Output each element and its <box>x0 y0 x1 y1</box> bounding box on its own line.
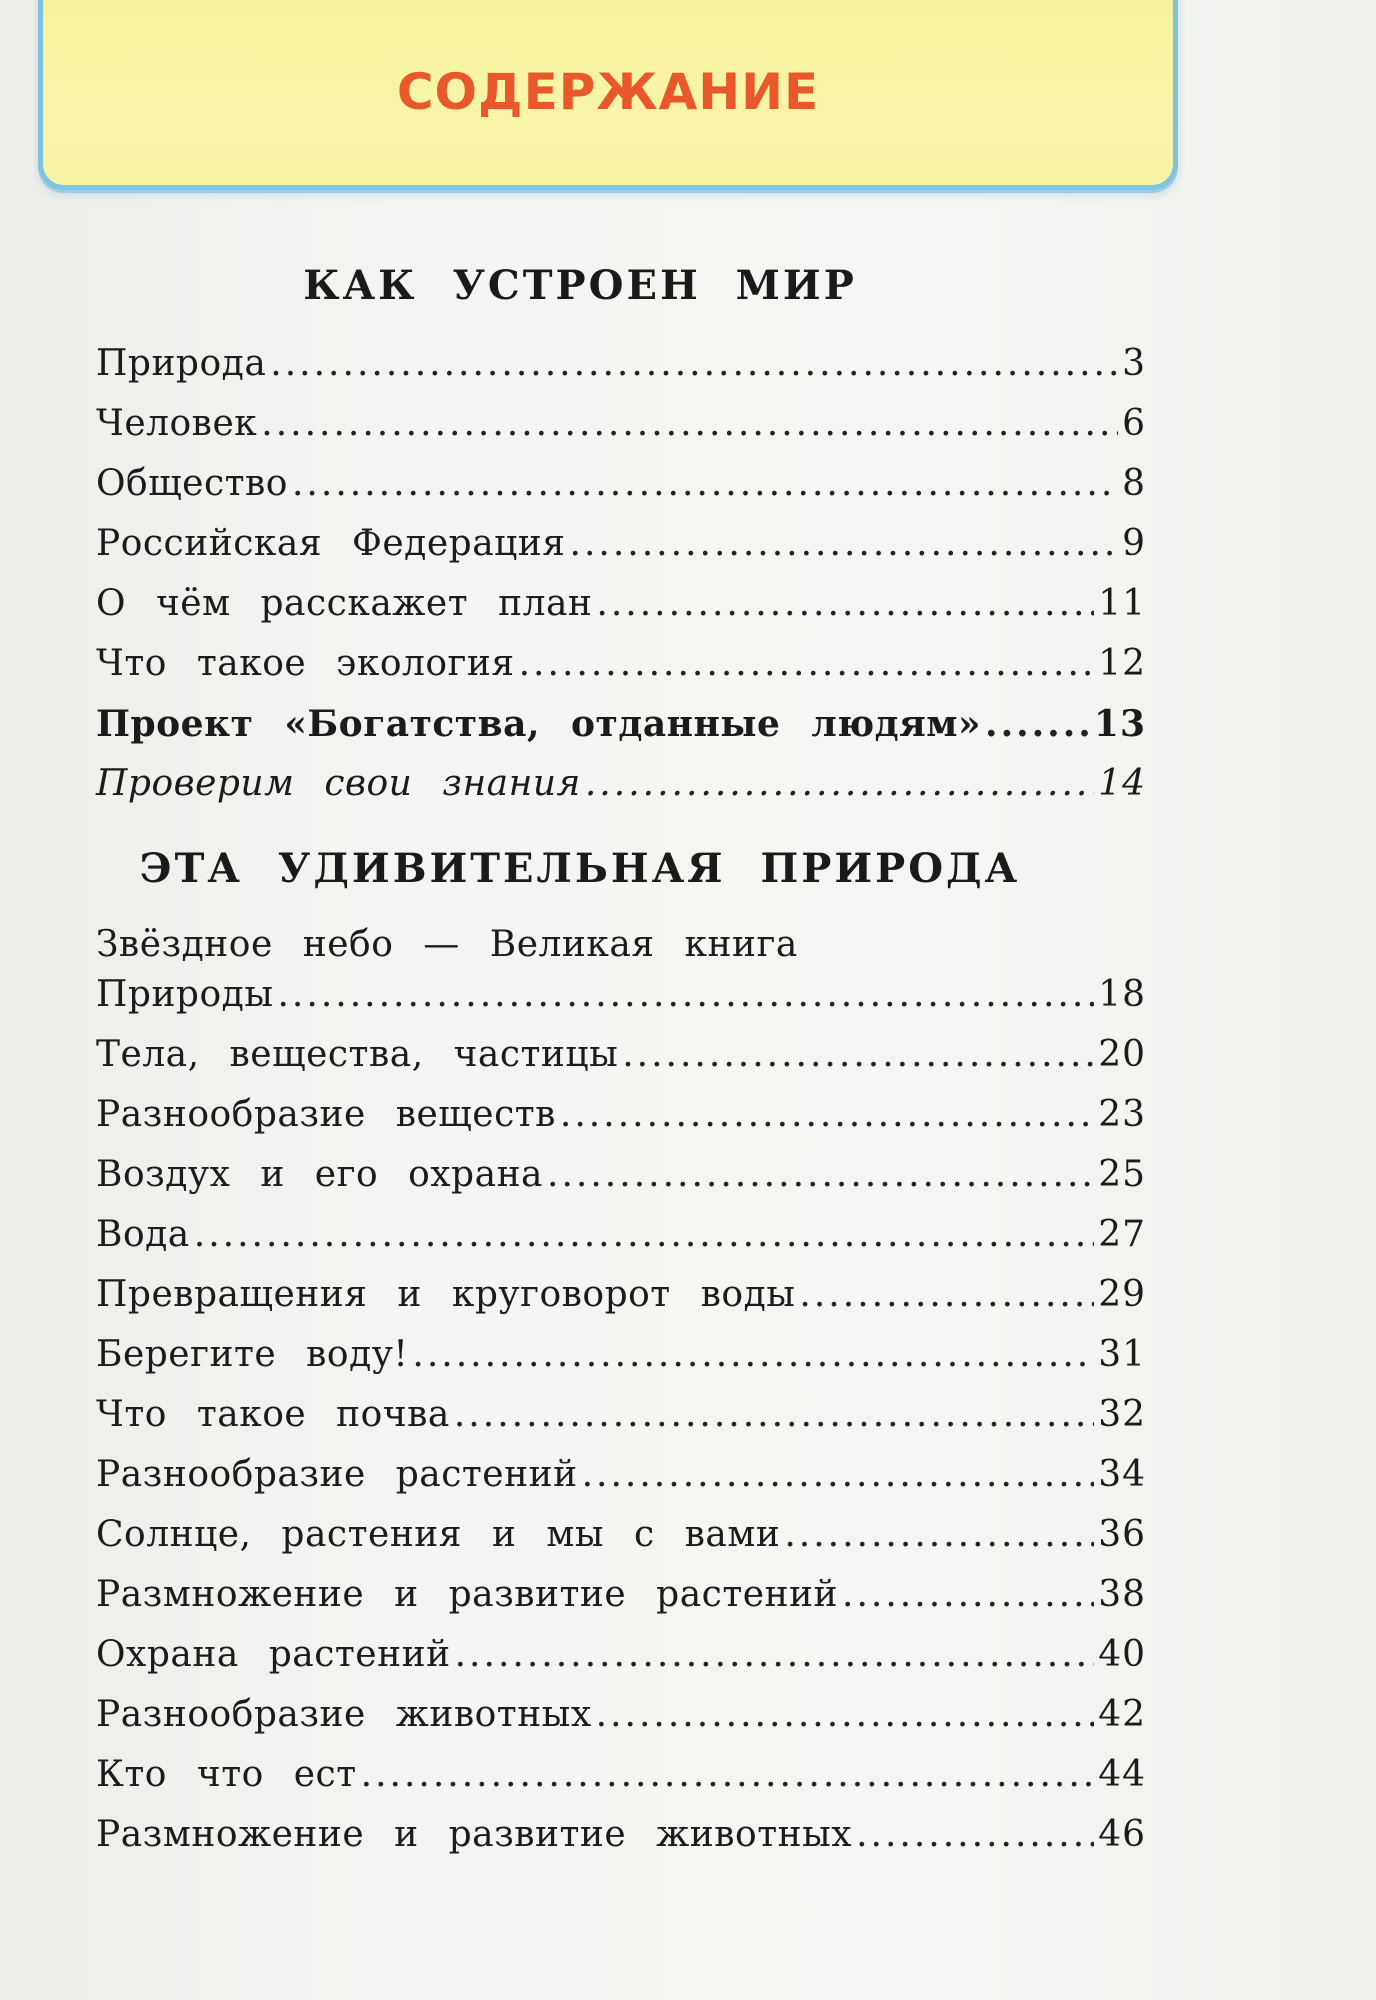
toc-entry[interactable] <box>96 1386 1146 1444</box>
toc-entry-page: 23 <box>1098 1094 1146 1135</box>
toc-entry-title: Разнообразие веществ <box>96 1094 556 1135</box>
toc-entry[interactable] <box>96 1086 1146 1144</box>
toc-leader-dots <box>412 1326 1094 1384</box>
toc-entry[interactable] <box>96 1686 1146 1744</box>
toc-entry[interactable] <box>96 1446 1146 1504</box>
toc-leader-dots <box>799 1266 1094 1324</box>
toc-entry[interactable] <box>96 395 1146 453</box>
toc-entry-title: Природа <box>96 343 267 384</box>
toc-entry-page: 38 <box>1098 1574 1146 1615</box>
toc-leader-dots <box>194 1206 1094 1264</box>
toc-entry-page: 42 <box>1098 1694 1146 1735</box>
toc-entry-page: 32 <box>1098 1394 1146 1435</box>
toc-entry-title: Звёздное небо — Великая книга <box>96 924 798 965</box>
toc-entry-review[interactable] <box>96 755 1146 813</box>
toc-entry[interactable] <box>96 1026 1146 1084</box>
toc-entry[interactable] <box>96 1326 1146 1384</box>
toc-entry-title: Человек <box>96 403 258 444</box>
toc-entry[interactable] <box>96 1566 1146 1624</box>
toc-leader-dots <box>784 1506 1094 1564</box>
toc-entry-title: Проект «Богатства, отданные людям» <box>96 703 982 745</box>
toc-entry-title: Кто что ест <box>96 1754 357 1795</box>
toc-entry-page: 14 <box>1098 763 1146 804</box>
toc-entry-page: 40 <box>1098 1634 1146 1675</box>
toc-entry-page: 27 <box>1098 1214 1146 1255</box>
toc-leader-dots <box>596 1686 1095 1744</box>
toc-leader-dots <box>622 1026 1094 1084</box>
toc-entry[interactable] <box>96 966 1146 1024</box>
toc-leader-dots <box>560 1086 1094 1144</box>
toc-entry-title: Что такое почва <box>96 1394 450 1435</box>
toc-leader-dots <box>547 1146 1094 1204</box>
toc-entry[interactable] <box>96 1506 1146 1564</box>
contents-banner <box>38 0 1178 190</box>
toc-entry[interactable] <box>96 1206 1146 1264</box>
toc-entry[interactable] <box>96 455 1146 513</box>
toc-entry-page: 25 <box>1098 1154 1146 1195</box>
toc-entry-title: Разнообразие растений <box>96 1454 578 1495</box>
toc-entry-title: Размножение и развитие растений <box>96 1574 839 1615</box>
toc-entry-title: Размножение и развитие животных <box>96 1814 853 1855</box>
toc-entry[interactable] <box>96 1746 1146 1804</box>
toc-entry-title: Российская Федерация <box>96 523 566 564</box>
toc-entry-page: 12 <box>1098 643 1146 684</box>
toc-entry-title: Воздух и его охрана <box>96 1154 544 1195</box>
toc-leader-dots <box>277 966 1094 1024</box>
toc-entry[interactable] <box>96 575 1146 633</box>
toc-entry-title: Тела, вещества, частицы <box>96 1034 619 1075</box>
toc-leader-dots <box>582 1446 1095 1504</box>
toc-leader-dots <box>596 575 1094 633</box>
toc-leader-dots <box>455 1626 1095 1684</box>
toc-entry-page: 13 <box>1093 703 1146 745</box>
toc-entry-page: 36 <box>1098 1514 1146 1555</box>
toc-leader-dots <box>985 695 1090 753</box>
toc-entry-title: Общество <box>96 463 288 504</box>
toc-leader-dots <box>856 1806 1094 1864</box>
toc-entry-title: Охрана растений <box>96 1634 451 1675</box>
toc-entry-page: 9 <box>1122 523 1146 564</box>
toc-leader-dots <box>361 1746 1095 1804</box>
toc-entry-page: 20 <box>1098 1034 1146 1075</box>
toc-leader-dots <box>292 455 1118 513</box>
toc-entry-title: Берегите воду! <box>96 1334 409 1375</box>
toc-entry-page: 44 <box>1098 1754 1146 1795</box>
toc-entry-page: 29 <box>1098 1274 1146 1315</box>
toc-entry-page: 31 <box>1098 1334 1146 1375</box>
toc-entry[interactable] <box>96 1626 1146 1684</box>
toc-entry-title: Что такое экология <box>96 643 515 684</box>
toc-entry-title: Разнообразие животных <box>96 1694 592 1735</box>
section-heading-1: КАК УСТРОЕН МИР <box>303 262 857 309</box>
toc-entry-title: О чём расскажет план <box>96 583 593 624</box>
toc-entry-page: 8 <box>1122 463 1146 504</box>
toc-entry-title: Природы <box>96 974 274 1015</box>
toc-entry[interactable] <box>96 1806 1146 1864</box>
contents-title: СОДЕРЖАНИЕ <box>396 63 820 121</box>
toc-entry-title: Вода <box>96 1214 190 1255</box>
toc-leader-dots <box>570 515 1119 573</box>
toc-entry-page: 11 <box>1098 583 1146 624</box>
toc-entry-title: Превращения и круговорот воды <box>96 1274 796 1315</box>
toc-entry-project[interactable] <box>96 695 1146 753</box>
toc-entry-title: Проверим свои знания <box>96 763 581 804</box>
toc-entry-page: 34 <box>1098 1454 1146 1495</box>
toc-leader-dots <box>270 335 1118 393</box>
toc-leader-dots <box>519 635 1095 693</box>
toc-entry[interactable] <box>96 635 1146 693</box>
toc-leader-dots <box>261 395 1118 453</box>
toc-leader-dots <box>842 1566 1094 1624</box>
toc-entry-page: 6 <box>1122 403 1146 444</box>
toc-leader-dots <box>454 1386 1094 1444</box>
toc-entry[interactable] <box>96 1146 1146 1204</box>
toc-entry-page: 46 <box>1098 1814 1146 1855</box>
toc-entry[interactable] <box>96 335 1146 393</box>
section-heading-2: ЭТА УДИВИТЕЛЬНАЯ ПРИРОДА <box>139 845 1021 892</box>
toc-entry-page: 3 <box>1122 343 1146 384</box>
toc-entry-title: Солнце, растения и мы с вами <box>96 1514 781 1555</box>
toc-entry[interactable] <box>96 515 1146 573</box>
toc-leader-dots <box>585 755 1094 813</box>
toc-entry-page: 18 <box>1098 974 1146 1015</box>
toc-entry[interactable] <box>96 1266 1146 1324</box>
